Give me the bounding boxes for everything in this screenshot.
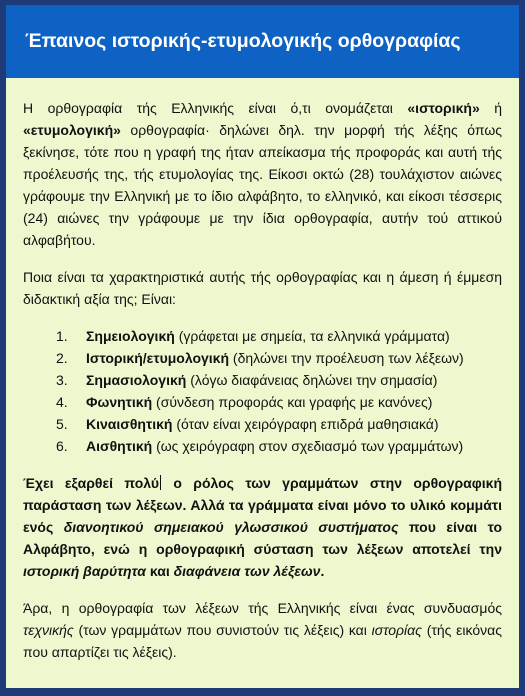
list-number: 5. xyxy=(56,416,68,432)
italic-word: ιστορίας xyxy=(371,622,422,638)
emphasis-paragraph xyxy=(23,472,502,582)
list-term: Σημειολογική xyxy=(86,328,175,344)
list-number: 1. xyxy=(56,328,68,344)
text: που είναι το Αλφάβητο, ενώ η ορθογραφική σύσταση των λέξεων αποτελεί την xyxy=(23,519,502,557)
list-item xyxy=(23,325,502,347)
document-panel xyxy=(6,5,519,688)
list-item xyxy=(23,347,502,369)
text: (των γραμμάτων που συνιστούν τις λέξεις) και xyxy=(73,622,372,638)
text-cursor xyxy=(160,475,161,490)
list-term: Κιναισθητική xyxy=(86,416,173,432)
list-desc: (σύνδεση προφοράς και γραφής με κανόνες) xyxy=(152,394,433,410)
list-term: Σημασιολογική xyxy=(86,372,187,388)
list-number: 6. xyxy=(56,438,68,454)
title-bar xyxy=(6,5,519,78)
page-title: Έπαινος ιστορικής-ετυμολογικής ορθογραφίας xyxy=(25,30,461,52)
list-desc: (λόγω διαφάνειας δηλώνει την σημασία) xyxy=(186,372,438,388)
list-desc: (ως χειρόγραφη στον σχεδιασμό των γραμμάτων) xyxy=(152,438,464,454)
italic-phrase: ιστορική βαρύτητα xyxy=(23,563,146,579)
list-item xyxy=(23,413,502,435)
list-desc: (δηλώνει την προέλευση των λέξεων) xyxy=(229,350,464,366)
list-number: 2. xyxy=(56,350,68,366)
list-desc: (γράφεται με σημεία, τα ελληνικά γράμματα) xyxy=(174,328,450,344)
text: . xyxy=(320,563,325,579)
text: ή xyxy=(479,100,502,116)
text: και xyxy=(146,563,174,579)
characteristics-list xyxy=(23,325,502,457)
list-item xyxy=(23,435,502,457)
list-term: Φωνητική xyxy=(86,394,153,410)
list-number: 4. xyxy=(56,394,68,410)
intro-paragraph xyxy=(23,97,502,251)
italic-word: τεχνικής xyxy=(23,622,74,638)
text: ορθογραφία· δηλώνει δηλ. την μορφή τής λέξης όπως ξεκίνησε, τότε που η γραφή της ήταν απείκασμα τής προφοράς και αυτή τής προέλευσής της, τής ετυμολογίας της. Είκοσι οκτώ (28) τουλάχιστον αιώνες γράφουμε την Ελληνική με το ίδιο αλφάβητο, το ελληνικό, και είκοσι τέσσερις (24) αιώνες την γράφουμε με την ίδια ορθογραφία, αυτήν τού αττικού αλφαβήτου. xyxy=(23,122,502,248)
italic-phrase: διαφάνεια των λέξεων xyxy=(173,563,321,579)
conclusion-paragraph xyxy=(23,597,502,663)
list-desc: (όταν είναι χειρόγραφη επιδρά μαθησιακά) xyxy=(172,416,439,432)
text: (τής εικόνας που απαρτίζει τις λέξεις). xyxy=(23,622,502,660)
italic-phrase: διανοητικού σημειακού γλωσσικού συστήματος xyxy=(63,519,399,535)
list-term: Ιστορική/ετυμολογική xyxy=(86,350,230,366)
list-term: Αισθητική xyxy=(86,438,153,454)
list-item xyxy=(23,369,502,391)
term-etymological: «ετυμολογική» xyxy=(23,122,121,138)
question-paragraph: Ποια είναι τα χαρακτηριστικά αυτής τής ορθογραφίας και η άμεση ή έμμεση διδακτική αξία της; Είναι: xyxy=(23,269,502,307)
document-body xyxy=(23,97,502,678)
list-item xyxy=(23,391,502,413)
text: Άρα, η ορθογραφία των λέξεων τής Ελληνικής είναι ένας συνδυασμός xyxy=(23,600,502,616)
list-number: 3. xyxy=(56,372,68,388)
text: Έχει εξαρθεί πολύ xyxy=(23,475,159,491)
text: Η ορθογραφία τής Ελληνικής είναι ό,τι ονομάζεται xyxy=(23,100,408,116)
text: ο ρόλος των γραμμάτων στην ορθογραφική παράσταση των λέξεων. Αλλά τα γράμματα είναι μόνο το υλικό κομμάτι ενός xyxy=(23,475,503,535)
term-historical: «ιστορική» xyxy=(407,100,480,116)
